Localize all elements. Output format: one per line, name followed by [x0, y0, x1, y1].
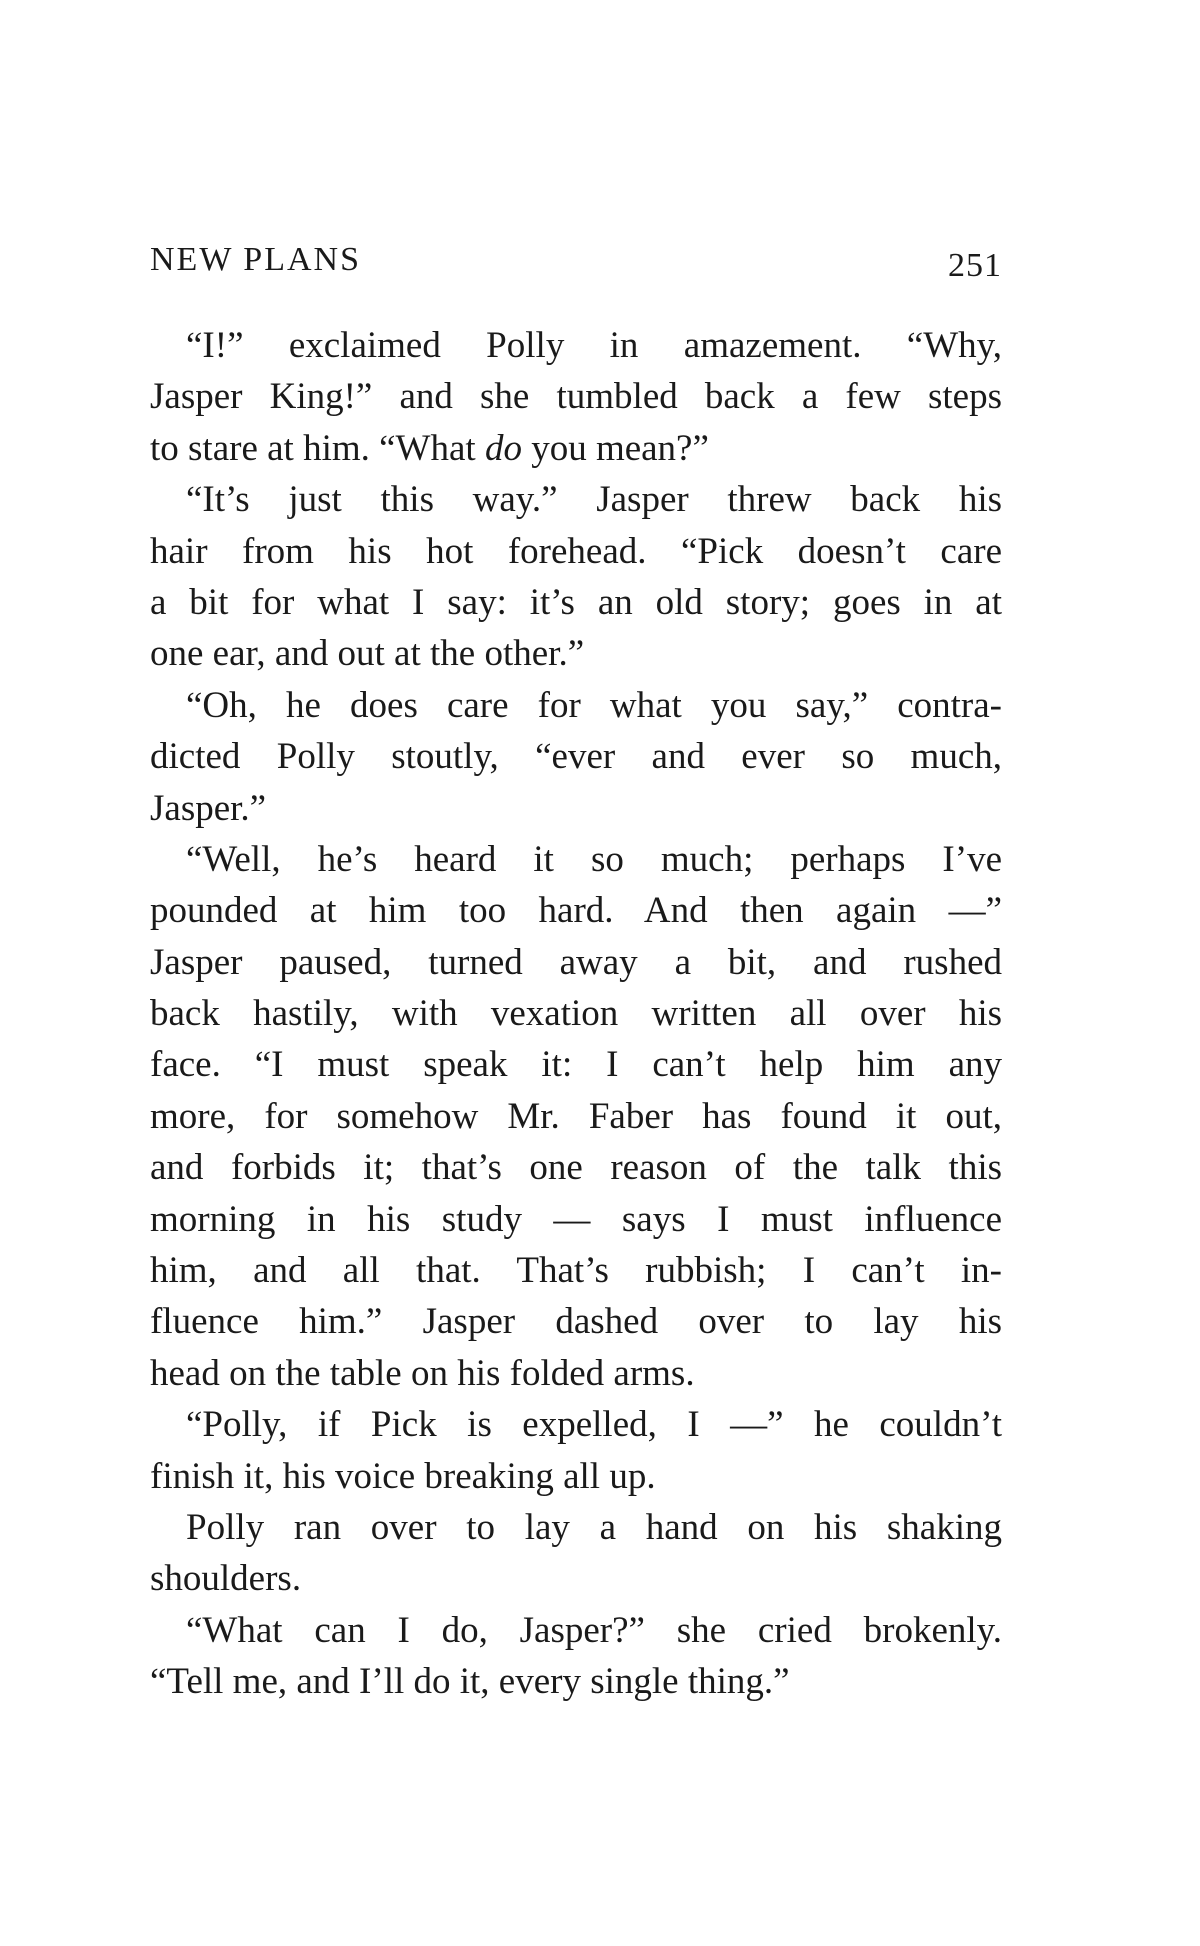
text-line: face. “I must speak it: I can’t help him any	[150, 1044, 1002, 1086]
text-line: head on the table on his folded arms.	[150, 1352, 695, 1394]
text-line: hair from his hot forehead. “Pick doesn’t care	[150, 530, 1002, 572]
text-line: a bit for what I say: it’s an old story; goes in at	[150, 581, 1002, 623]
text-line: “Well, he’s heard it so much; perhaps I’ve	[186, 838, 1002, 880]
text-line: “What can I do, Jasper?” she cried brokenly.	[186, 1609, 1002, 1651]
text-line: “Polly, if Pick is expelled, I —” he couldn’t	[186, 1404, 1002, 1446]
text-line: morning in his study — says I must influence	[150, 1198, 1002, 1240]
text-line: “Tell me, and I’ll do it, every single thing.”	[150, 1661, 790, 1703]
text-line: “I!” exclaimed Polly in amazement. “Why,	[186, 325, 1002, 366]
text-line: more, for somehow Mr. Faber has found it out,	[150, 1095, 1002, 1137]
text-line: fluence him.” Jasper dashed over to lay his	[150, 1301, 1002, 1343]
text-line: dicted Polly stoutly, “ever and ever so much,	[150, 736, 1002, 778]
text-line: to stare at him. “What do you mean?”	[150, 427, 709, 469]
text-line: Jasper paused, turned away a bit, and rushed	[150, 941, 1002, 983]
text-line: “It’s just this way.” Jasper threw back his	[186, 479, 1002, 521]
text-line: shoulders.	[150, 1558, 302, 1600]
text-line: back hastily, with vexation written all over his	[150, 993, 1002, 1035]
running-title: NEW PLANS	[150, 241, 361, 278]
text-line: Jasper King!” and she tumbled back a few steps	[150, 376, 1002, 418]
body-text	[150, 320, 1002, 1708]
text-line: Jasper.”	[150, 787, 267, 829]
emphasis: do	[484, 427, 522, 469]
text-line: one ear, and out at the other.”	[150, 633, 585, 675]
text-line: pounded at him too hard. And then again —”	[150, 890, 1002, 932]
running-head	[150, 238, 1002, 282]
text-line: “Oh, he does care for what you say,” contra-	[186, 684, 1002, 726]
text-line: him, and all that. That’s rubbish; I can’t in-	[150, 1250, 1002, 1292]
text-line: Polly ran over to lay a hand on his shaking	[186, 1506, 1002, 1548]
page-number: 251	[948, 247, 1002, 284]
text-line: finish it, his voice breaking all up.	[150, 1455, 656, 1497]
text-line: and forbids it; that’s one reason of the talk this	[150, 1147, 1002, 1189]
